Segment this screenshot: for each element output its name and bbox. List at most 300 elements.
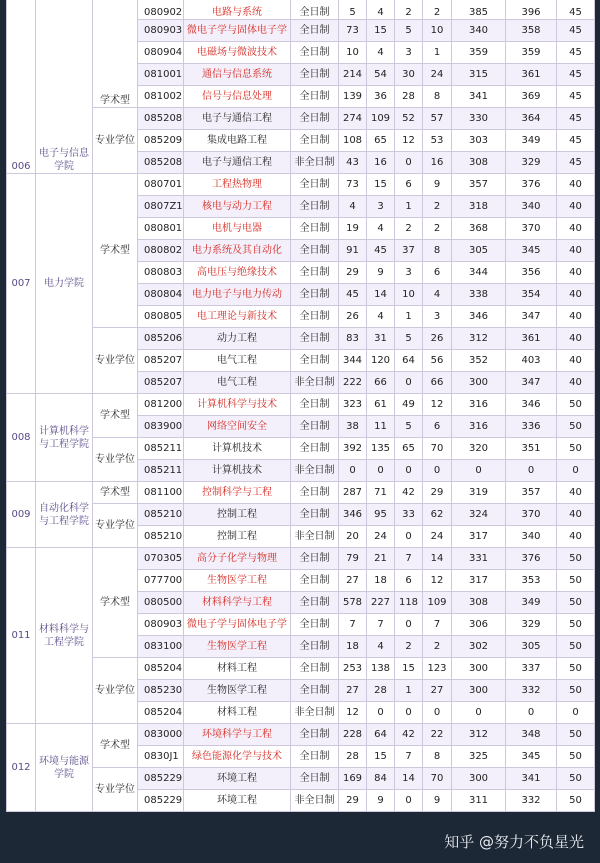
score-cell: 348 — [506, 724, 557, 746]
major-name-cell: 计算机技术 — [184, 460, 291, 482]
study-mode-cell: 全日制 — [291, 20, 339, 42]
study-mode-cell: 全日制 — [291, 196, 339, 218]
major-code-cell: 085206 — [138, 328, 184, 350]
score-cell: 50 — [557, 592, 595, 614]
major-name-cell: 绿色能源化学与技术 — [184, 746, 291, 768]
score-cell: 50 — [557, 680, 595, 702]
number-cell: 28 — [367, 680, 395, 702]
score-cell: 324 — [452, 504, 506, 526]
score-cell: 317 — [452, 570, 506, 592]
score-cell: 0 — [557, 460, 595, 482]
number-cell: 6 — [395, 570, 423, 592]
score-cell: 308 — [452, 592, 506, 614]
score-cell: 320 — [452, 438, 506, 460]
number-cell: 169 — [339, 768, 367, 790]
number-cell: 118 — [395, 592, 423, 614]
score-cell: 396 — [506, 0, 557, 20]
major-code-cell: 077700 — [138, 570, 184, 592]
major-name-cell: 电子与通信工程 — [184, 152, 291, 174]
score-cell: 0 — [452, 460, 506, 482]
number-cell: 79 — [339, 548, 367, 570]
study-mode-cell: 全日制 — [291, 240, 339, 262]
number-cell: 49 — [395, 394, 423, 416]
score-cell: 40 — [557, 218, 595, 240]
number-cell: 10 — [339, 42, 367, 64]
number-cell: 287 — [339, 482, 367, 504]
number-cell: 31 — [367, 328, 395, 350]
number-cell: 1 — [395, 680, 423, 702]
score-cell: 385 — [452, 0, 506, 20]
study-mode-cell: 全日制 — [291, 350, 339, 372]
score-cell: 341 — [506, 768, 557, 790]
number-cell: 18 — [339, 636, 367, 658]
number-cell: 0 — [367, 702, 395, 724]
major-name-cell: 微电子学与固体电子学 — [184, 614, 291, 636]
number-cell: 12 — [423, 570, 452, 592]
number-cell: 84 — [367, 768, 395, 790]
watermark-text: 知乎 @努力不负星光 — [444, 833, 584, 851]
score-cell: 0 — [452, 702, 506, 724]
number-cell: 5 — [339, 0, 367, 20]
number-cell: 14 — [423, 548, 452, 570]
table-row — [7, 658, 595, 680]
degree-type-cell: 学术型 — [93, 724, 138, 768]
number-cell: 4 — [339, 196, 367, 218]
number-cell: 5 — [395, 416, 423, 438]
study-mode-cell: 全日制 — [291, 218, 339, 240]
table-row — [7, 504, 595, 526]
score-cell: 45 — [557, 42, 595, 64]
score-cell: 346 — [452, 306, 506, 328]
score-cell: 40 — [557, 306, 595, 328]
major-code-cell: 083100 — [138, 636, 184, 658]
study-mode-cell: 全日制 — [291, 64, 339, 86]
number-cell: 27 — [423, 680, 452, 702]
study-mode-cell: 全日制 — [291, 636, 339, 658]
major-code-cell: 070305 — [138, 548, 184, 570]
number-cell: 45 — [339, 284, 367, 306]
score-cell: 347 — [506, 372, 557, 394]
number-cell: 1 — [395, 306, 423, 328]
score-cell: 376 — [506, 174, 557, 196]
score-cell: 40 — [557, 504, 595, 526]
major-code-cell: 080903 — [138, 614, 184, 636]
number-cell: 29 — [339, 790, 367, 812]
study-mode-cell: 全日制 — [291, 504, 339, 526]
score-cell: 349 — [506, 592, 557, 614]
score-cell: 361 — [506, 64, 557, 86]
number-cell: 42 — [395, 482, 423, 504]
number-cell: 6 — [423, 262, 452, 284]
number-cell: 6 — [423, 416, 452, 438]
major-name-cell: 环境工程 — [184, 768, 291, 790]
number-cell: 227 — [367, 592, 395, 614]
major-code-cell: 081200 — [138, 394, 184, 416]
study-mode-cell: 全日制 — [291, 306, 339, 328]
study-mode-cell: 全日制 — [291, 724, 339, 746]
number-cell: 91 — [339, 240, 367, 262]
degree-type-cell: 专业学位 — [93, 768, 138, 812]
number-cell: 11 — [367, 416, 395, 438]
major-name-cell: 电气工程 — [184, 350, 291, 372]
number-cell: 0 — [395, 152, 423, 174]
score-cell: 40 — [557, 196, 595, 218]
number-cell: 14 — [395, 768, 423, 790]
score-cell: 353 — [506, 570, 557, 592]
study-mode-cell: 全日制 — [291, 658, 339, 680]
score-cell: 359 — [506, 42, 557, 64]
score-cell: 325 — [452, 746, 506, 768]
score-cell: 300 — [452, 658, 506, 680]
score-cell: 45 — [557, 0, 595, 20]
score-cell: 318 — [452, 196, 506, 218]
degree-type-cell: 学术型 — [93, 0, 138, 108]
number-cell: 0 — [395, 790, 423, 812]
study-mode-cell: 全日制 — [291, 130, 339, 152]
major-code-cell: 081100 — [138, 482, 184, 504]
table-row — [7, 482, 595, 504]
score-cell: 45 — [557, 20, 595, 42]
number-cell: 2 — [423, 636, 452, 658]
number-cell: 45 — [367, 240, 395, 262]
score-cell: 308 — [452, 152, 506, 174]
department-name-cell: 计算机科学与工程学院 — [36, 394, 93, 482]
number-cell: 12 — [423, 394, 452, 416]
number-cell: 0 — [367, 460, 395, 482]
major-code-cell: 085210 — [138, 504, 184, 526]
number-cell: 0 — [395, 460, 423, 482]
score-cell: 45 — [557, 152, 595, 174]
number-cell: 0 — [423, 460, 452, 482]
number-cell: 73 — [339, 20, 367, 42]
number-cell: 33 — [395, 504, 423, 526]
study-mode-cell: 非全日制 — [291, 372, 339, 394]
number-cell: 53 — [423, 130, 452, 152]
major-name-cell: 网络空间安全 — [184, 416, 291, 438]
table-row — [7, 724, 595, 746]
number-cell: 43 — [339, 152, 367, 174]
footer-bar — [0, 822, 600, 863]
major-name-cell: 材料工程 — [184, 702, 291, 724]
score-cell: 305 — [452, 240, 506, 262]
major-code-cell: 085204 — [138, 702, 184, 724]
study-mode-cell: 全日制 — [291, 438, 339, 460]
score-cell: 356 — [506, 262, 557, 284]
number-cell: 24 — [367, 526, 395, 548]
study-mode-cell: 全日制 — [291, 746, 339, 768]
major-name-cell: 工程热物理 — [184, 174, 291, 196]
score-cell: 354 — [506, 284, 557, 306]
score-cell: 346 — [506, 394, 557, 416]
number-cell: 57 — [423, 108, 452, 130]
score-cell: 330 — [452, 108, 506, 130]
major-code-cell: 081001 — [138, 64, 184, 86]
major-code-cell: 085210 — [138, 526, 184, 548]
number-cell: 15 — [395, 658, 423, 680]
number-cell: 22 — [423, 724, 452, 746]
study-mode-cell: 全日制 — [291, 680, 339, 702]
major-code-cell: 085211 — [138, 438, 184, 460]
number-cell: 38 — [339, 416, 367, 438]
score-cell: 45 — [557, 64, 595, 86]
number-cell: 71 — [367, 482, 395, 504]
number-cell: 19 — [339, 218, 367, 240]
major-name-cell: 电子与通信工程 — [184, 108, 291, 130]
major-code-cell: 085204 — [138, 658, 184, 680]
major-code-cell: 080803 — [138, 262, 184, 284]
score-cell: 329 — [506, 614, 557, 636]
number-cell: 8 — [423, 746, 452, 768]
score-cell: 40 — [557, 350, 595, 372]
major-code-cell: 085207 — [138, 372, 184, 394]
major-code-cell: 081002 — [138, 86, 184, 108]
degree-type-cell: 学术型 — [93, 482, 138, 504]
study-mode-cell: 全日制 — [291, 570, 339, 592]
admission-table — [6, 0, 595, 812]
department-name-cell: 电子与信息学院 — [36, 0, 93, 174]
major-name-cell: 电力系统及其自动化 — [184, 240, 291, 262]
score-cell: 40 — [557, 526, 595, 548]
number-cell: 392 — [339, 438, 367, 460]
study-mode-cell: 非全日制 — [291, 526, 339, 548]
major-name-cell: 生物医学工程 — [184, 570, 291, 592]
number-cell: 65 — [395, 438, 423, 460]
table-row — [7, 768, 595, 790]
score-cell: 0 — [557, 702, 595, 724]
score-cell: 364 — [506, 108, 557, 130]
number-cell: 15 — [367, 174, 395, 196]
department-code-cell: 009 — [7, 482, 36, 548]
score-cell: 312 — [452, 328, 506, 350]
score-cell: 45 — [557, 86, 595, 108]
degree-type-cell: 专业学位 — [93, 504, 138, 548]
major-name-cell: 生物医学工程 — [184, 680, 291, 702]
major-code-cell: 080500 — [138, 592, 184, 614]
number-cell: 14 — [367, 284, 395, 306]
study-mode-cell: 全日制 — [291, 262, 339, 284]
number-cell: 7 — [395, 548, 423, 570]
major-name-cell: 电气工程 — [184, 372, 291, 394]
study-mode-cell: 全日制 — [291, 328, 339, 350]
department-code-cell: 012 — [7, 724, 36, 812]
major-code-cell: 085211 — [138, 460, 184, 482]
major-name-cell: 材料工程 — [184, 658, 291, 680]
table-row — [7, 328, 595, 350]
number-cell: 1 — [395, 196, 423, 218]
number-cell: 95 — [367, 504, 395, 526]
number-cell: 56 — [423, 350, 452, 372]
score-cell: 312 — [452, 724, 506, 746]
score-cell: 50 — [557, 746, 595, 768]
score-cell: 340 — [506, 196, 557, 218]
major-name-cell: 电工理论与新技术 — [184, 306, 291, 328]
number-cell: 0 — [395, 526, 423, 548]
number-cell: 10 — [423, 20, 452, 42]
major-code-cell: 083900 — [138, 416, 184, 438]
major-code-cell: 085208 — [138, 152, 184, 174]
score-cell: 300 — [452, 768, 506, 790]
number-cell: 4 — [367, 218, 395, 240]
table-row — [7, 394, 595, 416]
score-cell: 317 — [452, 526, 506, 548]
major-code-cell: 083000 — [138, 724, 184, 746]
major-code-cell: 080801 — [138, 218, 184, 240]
major-name-cell: 高分子化学与物理 — [184, 548, 291, 570]
degree-type-cell: 学术型 — [93, 548, 138, 658]
number-cell: 27 — [339, 570, 367, 592]
major-code-cell: 080805 — [138, 306, 184, 328]
degree-type-cell: 学术型 — [93, 174, 138, 328]
major-code-cell: 080701 — [138, 174, 184, 196]
major-name-cell: 动力工程 — [184, 328, 291, 350]
number-cell: 3 — [395, 262, 423, 284]
score-cell: 40 — [557, 240, 595, 262]
major-name-cell: 环境工程 — [184, 790, 291, 812]
score-cell: 403 — [506, 350, 557, 372]
score-cell: 340 — [452, 20, 506, 42]
number-cell: 8 — [423, 86, 452, 108]
number-cell: 12 — [395, 130, 423, 152]
score-cell: 303 — [452, 130, 506, 152]
score-cell: 50 — [557, 768, 595, 790]
major-name-cell: 集成电路工程 — [184, 130, 291, 152]
number-cell: 4 — [367, 306, 395, 328]
department-name-cell: 电力学院 — [36, 174, 93, 394]
number-cell: 6 — [395, 174, 423, 196]
major-code-cell: 080902 — [138, 0, 184, 20]
score-cell: 300 — [452, 372, 506, 394]
degree-type-cell: 专业学位 — [93, 658, 138, 724]
major-name-cell: 信号与信息处理 — [184, 86, 291, 108]
score-cell: 376 — [506, 548, 557, 570]
score-cell: 50 — [557, 570, 595, 592]
score-cell: 300 — [452, 680, 506, 702]
department-code-cell: 006 — [7, 0, 36, 174]
score-cell: 40 — [557, 262, 595, 284]
study-mode-cell: 全日制 — [291, 548, 339, 570]
major-name-cell: 控制工程 — [184, 526, 291, 548]
score-cell: 40 — [557, 372, 595, 394]
study-mode-cell: 非全日制 — [291, 702, 339, 724]
department-name-cell: 环境与能源学院 — [36, 724, 93, 812]
score-cell: 344 — [452, 262, 506, 284]
number-cell: 24 — [423, 64, 452, 86]
number-cell: 7 — [367, 614, 395, 636]
number-cell: 10 — [395, 284, 423, 306]
study-mode-cell: 全日制 — [291, 394, 339, 416]
number-cell: 323 — [339, 394, 367, 416]
number-cell: 120 — [367, 350, 395, 372]
degree-type-cell: 专业学位 — [93, 438, 138, 482]
major-code-cell: 085229 — [138, 790, 184, 812]
major-code-cell: 0830J1 — [138, 746, 184, 768]
number-cell: 4 — [423, 284, 452, 306]
study-mode-cell: 非全日制 — [291, 460, 339, 482]
major-code-cell: 085207 — [138, 350, 184, 372]
score-cell: 329 — [506, 152, 557, 174]
number-cell: 0 — [395, 372, 423, 394]
score-cell: 50 — [557, 724, 595, 746]
number-cell: 4 — [367, 0, 395, 20]
number-cell: 1 — [423, 42, 452, 64]
score-cell: 40 — [557, 328, 595, 350]
score-cell: 311 — [452, 790, 506, 812]
number-cell: 3 — [395, 42, 423, 64]
study-mode-cell: 全日制 — [291, 174, 339, 196]
score-cell: 370 — [506, 218, 557, 240]
number-cell: 2 — [423, 218, 452, 240]
number-cell: 73 — [339, 174, 367, 196]
number-cell: 64 — [367, 724, 395, 746]
number-cell: 3 — [367, 196, 395, 218]
score-cell: 347 — [506, 306, 557, 328]
major-name-cell: 生物医学工程 — [184, 636, 291, 658]
table-row — [7, 548, 595, 570]
number-cell: 2 — [423, 0, 452, 20]
score-cell: 0 — [506, 460, 557, 482]
major-code-cell: 080804 — [138, 284, 184, 306]
major-code-cell: 085230 — [138, 680, 184, 702]
score-cell: 50 — [557, 416, 595, 438]
number-cell: 138 — [367, 658, 395, 680]
number-cell: 9 — [367, 262, 395, 284]
number-cell: 346 — [339, 504, 367, 526]
score-cell: 337 — [506, 658, 557, 680]
study-mode-cell: 全日制 — [291, 768, 339, 790]
score-cell: 361 — [506, 328, 557, 350]
major-name-cell: 环境科学与工程 — [184, 724, 291, 746]
number-cell: 5 — [395, 20, 423, 42]
number-cell: 7 — [339, 614, 367, 636]
score-cell: 50 — [557, 614, 595, 636]
score-cell: 351 — [506, 438, 557, 460]
score-cell: 305 — [506, 636, 557, 658]
number-cell: 9 — [423, 790, 452, 812]
department-name-cell: 自动化科学与工程学院 — [36, 482, 93, 548]
score-cell: 316 — [452, 416, 506, 438]
number-cell: 28 — [339, 746, 367, 768]
score-cell: 338 — [452, 284, 506, 306]
major-name-cell: 通信与信息系统 — [184, 64, 291, 86]
major-name-cell: 材料科学与工程 — [184, 592, 291, 614]
score-cell: 370 — [506, 504, 557, 526]
study-mode-cell: 全日制 — [291, 592, 339, 614]
score-cell: 345 — [506, 746, 557, 768]
department-code-cell: 008 — [7, 394, 36, 482]
number-cell: 214 — [339, 64, 367, 86]
number-cell: 0 — [339, 460, 367, 482]
number-cell: 2 — [395, 218, 423, 240]
number-cell: 66 — [423, 372, 452, 394]
score-cell: 50 — [557, 394, 595, 416]
department-code-cell: 007 — [7, 174, 36, 394]
score-cell: 319 — [452, 482, 506, 504]
number-cell: 70 — [423, 768, 452, 790]
major-code-cell: 080802 — [138, 240, 184, 262]
major-name-cell: 电路与系统 — [184, 0, 291, 20]
number-cell: 2 — [395, 636, 423, 658]
number-cell: 4 — [367, 42, 395, 64]
degree-type-cell: 学术型 — [93, 394, 138, 438]
department-name-cell: 材料科学与工程学院 — [36, 548, 93, 724]
study-mode-cell: 全日制 — [291, 108, 339, 130]
score-cell: 349 — [506, 130, 557, 152]
score-cell: 340 — [506, 526, 557, 548]
major-code-cell: 080904 — [138, 42, 184, 64]
score-cell: 358 — [506, 20, 557, 42]
number-cell: 18 — [367, 570, 395, 592]
major-name-cell: 电力电子与电力传动 — [184, 284, 291, 306]
